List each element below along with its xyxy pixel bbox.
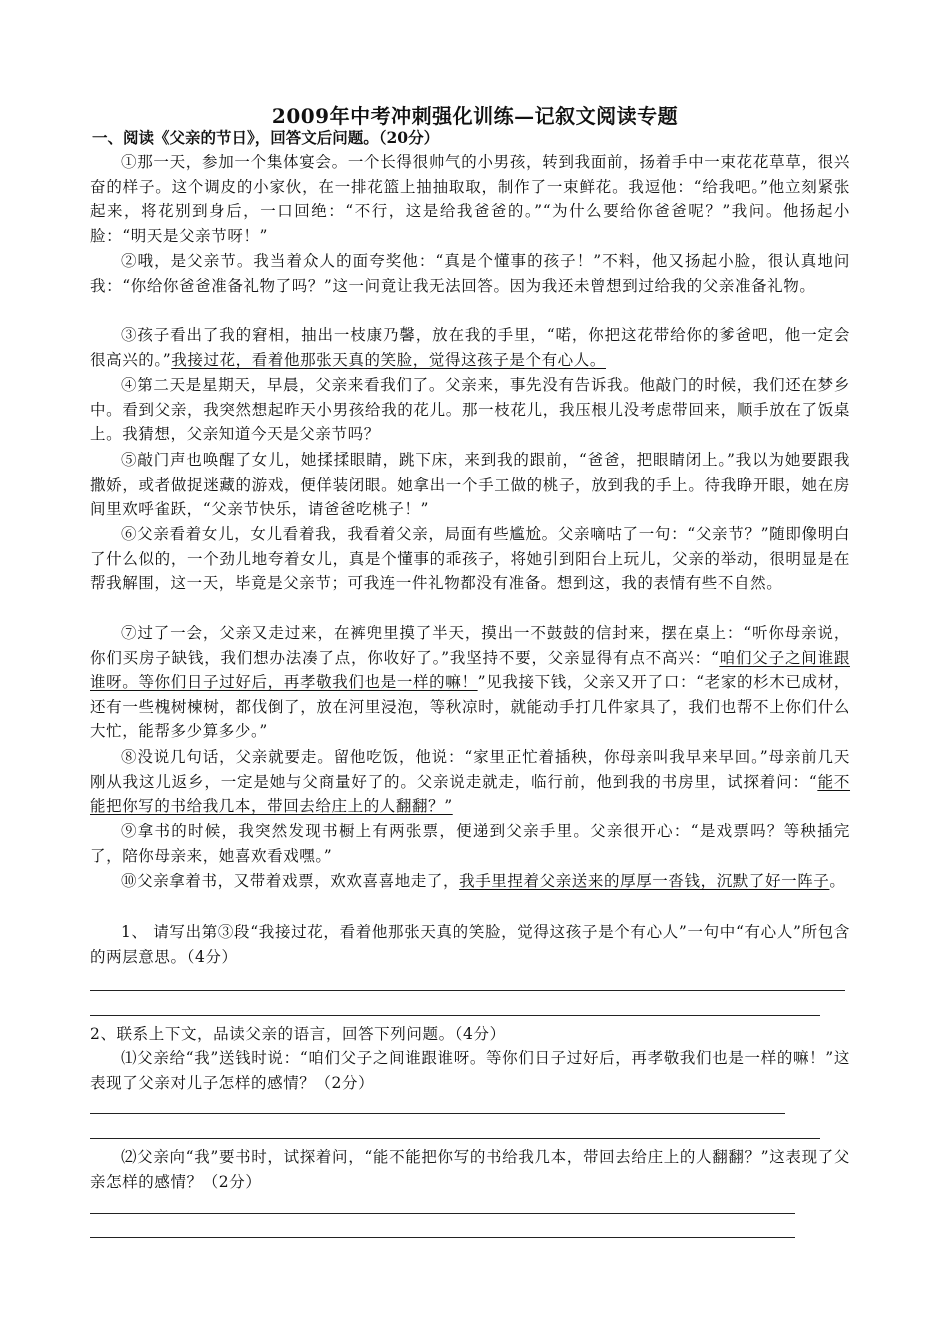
answer-line[interactable]: [90, 1015, 820, 1016]
answer-line[interactable]: [90, 990, 845, 991]
paragraph-10-end: 。: [829, 872, 846, 890]
paragraph-2: ②哦，是父亲节。我当着众人的面夸奖他：“真是个懂事的孩子！”不料，他又扬起小脸，很认真地问我：“你给你爸爸准备礼物了吗？”这一问竟让我无法回答。因为我还未曾想到过给我的父亲准备礼物。: [90, 252, 850, 295]
answer-line[interactable]: [90, 1213, 795, 1214]
page-title: 2009年中考冲刺强化训练—记叙文阅读专题: [271, 104, 679, 128]
paragraph-3-text: ③孩子看出了我的窘相，抽出一枝康乃馨，放在我的手里，“喏，你把这花带给你的爹爸吧，他一定会很高兴的。”: [90, 326, 850, 369]
paragraph-7: [90, 621, 850, 744]
paragraph-3-underlined: 我接过花，看着他那张天真的笑脸，觉得这孩子是个有心人。: [171, 350, 606, 369]
paragraph-8-underlined: 能不能把你写的书给我几本，带回去给庄上的人翻翻？”: [90, 772, 851, 816]
answer-line[interactable]: [90, 1113, 785, 1114]
paragraph-9: ⑨拿书的时候，我突然发现书橱上有两张票，便递到父亲手里。父亲很开心：“是戏票吗？等秧插完了，陪你母亲来，她喜欢看戏嘿。”: [90, 822, 850, 865]
paragraph-7-underlined: 咱们父子之间谁跟谁呀。等你们日子过好后，再孝敬我们也是一样的嘛！: [90, 648, 850, 692]
paragraph-10-text: ⑩父亲拿着书，又带着戏票，欢欢喜喜地走了，: [121, 872, 460, 890]
question-1: 1、 请写出第③段“我接过花，看着他那张天真的笑脸，觉得这孩子是个有心人”一句中“有心人”所包含的两层意思。（4分）: [90, 923, 850, 966]
section-heading: 一、阅读《父亲的节日》，回答文后问题。（20分）: [92, 128, 440, 147]
paragraph-10: [90, 869, 850, 894]
answer-line[interactable]: [90, 1237, 795, 1238]
paragraph-8: [90, 745, 850, 819]
answer-line[interactable]: [90, 1138, 820, 1139]
question-2-part-1: ⑴父亲给“我”送钱时说：“咱们父子之间谁跟谁呀。等你们日子过好后，再孝敬我们也是一样的嘛！”这表现了父亲对儿子怎样的感情？（2分）: [90, 1049, 850, 1092]
paragraph-7-text: ⑦过了一会，父亲又走过来，在裤兜里摸了半天，摸出一不鼓鼓的信封来，摆在桌上：“听你母亲说，你们买房子缺钱，我们想办法凑了点，你收好了。”我坚持不要，父亲显得有点不高兴：“: [90, 624, 850, 667]
paragraph-4: ④第二天是星期天，早晨，父亲来看我们了。父亲来，事先没有告诉我。他敲门的时候，我们还在梦乡中。看到父亲，我突然想起昨天小男孩给我的花儿。那一枝花儿，我压根儿没考虑带回来，顺手放在了饭桌上。我猜想，父亲知道今天是父亲节吗？: [90, 376, 850, 444]
paragraph-8-text: ⑧没说几句话，父亲就要走。留他吃饭，他说：“家里正忙着插秧，你母亲叫我早来早回。”母亲前几天刚从我这儿返乡，一定是她与父商量好了的。父亲说走就走，临行前，他到我的书房里，试探着问：“: [90, 748, 850, 791]
question-2-part-2: ⑵父亲向“我”要书时，试探着问，“能不能把你写的书给我几本，带回去给庄上的人翻翻？”这表现了父亲怎样的感情？（2分）: [90, 1148, 850, 1191]
paragraph-3: [90, 323, 850, 372]
paragraph-6: ⑥父亲看着女儿，女儿看着我，我看着父亲，局面有些尴尬。父亲嘀咕了一句：“父亲节？”随即像明白了什么似的，一个劲儿地夸着女儿，真是个懂事的乖孩子，将她引到阳台上玩儿，父亲的举动，很明显是在帮我解围，这一天，毕竟是父亲节；可我连一件礼物都没有准备。想到这，我的表情有些不自然。: [90, 525, 850, 593]
paragraph-7-text-end: ”见我接下钱，父亲又开了口：“老家的杉木已成材，还有一些槐树楝树，都伐倒了，放在河里浸泡，等秋凉时，就能动手打几件家具了，我们也帮不上你们什么大忙，能帮多少算多少。”: [90, 673, 851, 741]
paragraph-5: ⑤敲门声也唤醒了女儿，她揉揉眼睛，跳下床，来到我的跟前，“爸爸，把眼睛闭上。”我以为她要跟我撒娇，或者做捉迷藏的游戏，便佯装闭眼。她拿出一个手工做的桃子，放到我的手上。待我睁开眼，她在房间里欢呼雀跃，“父亲节快乐，请爸爸吃桃子！”: [90, 451, 850, 519]
question-2: 2、联系上下文，品读父亲的语言，回答下列问题。（4分）: [90, 1025, 506, 1043]
paragraph-10-underlined: 我手里捏着父亲送来的厚厚一沓钱，沉默了好一阵子: [459, 872, 830, 890]
paragraph-1: ①那一天，参加一个集体宴会。一个长得很帅气的小男孩，转到我面前，扬着手中一束花花草草，很兴奋的样子。这个调皮的小家伙，在一排花篮上抽抽取取，制作了一束鲜花。我逗他：“给我吧。”他立刻紧张起来，将花别到身后，一口回绝：“不行，这是给我爸爸的。”“为什么要给你爸爸呢？”我问。他扬起小脸：“明天是父亲节呀！”: [90, 153, 850, 245]
